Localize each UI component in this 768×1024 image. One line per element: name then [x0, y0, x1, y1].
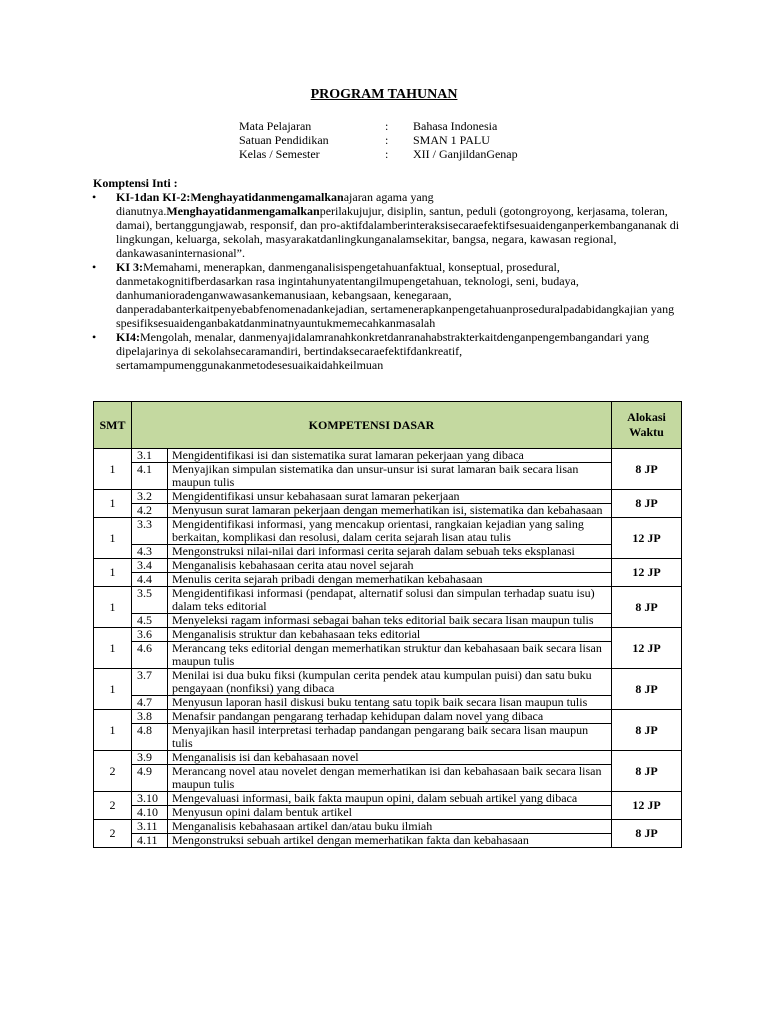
- ki-heading: Komptensi Inti :: [93, 176, 178, 190]
- table-row: [94, 792, 682, 806]
- table-row: [94, 820, 682, 834]
- kd-description: Menyeleksi ragam informasi sebagai bahan teks editorial baik secara lisan maupun tulis: [168, 614, 612, 628]
- info-value: Bahasa Indonesia: [413, 119, 498, 133]
- kd-number: 4.11: [132, 834, 168, 848]
- table-body: [94, 449, 682, 848]
- kd-description: Mengevaluasi informasi, baik fakta maupun opini, dalam sebuah artikel yang dibaca: [168, 792, 612, 806]
- table-row: [94, 573, 682, 587]
- table-header-row: [94, 402, 682, 449]
- table-row: [94, 449, 682, 463]
- kd-number: 4.4: [132, 573, 168, 587]
- semester-cell: 2: [94, 792, 132, 820]
- time-allocation-cell: 12 JP: [612, 792, 682, 820]
- info-colon: :: [385, 119, 389, 133]
- kd-description: Mengonstruksi nilai-nilai dari informasi cerita sejarah dalam sebuah teks eksplanasi: [168, 545, 612, 559]
- table-row: [94, 614, 682, 628]
- identity-block: [239, 119, 518, 161]
- info-row-school: [239, 133, 518, 147]
- kd-description: Merancang teks editorial dengan memerhatikan struktur dan kebahasaan baik secara lisan maupun tulis: [168, 642, 612, 669]
- kd-number: 4.10: [132, 806, 168, 820]
- ki-item-4: [93, 330, 683, 372]
- semester-cell: 1: [94, 628, 132, 669]
- time-allocation-cell: 8 JP: [612, 587, 682, 628]
- semester-cell: 1: [94, 710, 132, 751]
- kd-description: Merancang novel atau novelet dengan memerhatikan isi dan kebahasaan baik secara lisan maupun tulis: [168, 765, 612, 792]
- document-title: PROGRAM TAHUNAN: [310, 87, 458, 102]
- table-row: [94, 765, 682, 792]
- kd-description: Mengidentifikasi informasi (pendapat, alternatif solusi dan simpulan terhadap suatu isu) dalam teks editorial: [168, 587, 612, 614]
- table-row: [94, 559, 682, 573]
- kd-number: 4.7: [132, 696, 168, 710]
- ki-text: Mengolah, menalar, danmenyajidalamranahkonkretdanranahabstrakterkaitdenganpengembangandari yang dipelajarinya di sekolahsecaramandiri, bertindaksecaraefektifdankreatif, sertamampumenggunakanmetodesesuaikaidahkeilmuan: [116, 330, 649, 372]
- semester-cell: 1: [94, 490, 132, 518]
- bullet-icon: •: [92, 260, 97, 274]
- kd-number: 3.7: [132, 669, 168, 696]
- time-allocation-cell: 8 JP: [612, 669, 682, 710]
- kd-number: 4.3: [132, 545, 168, 559]
- kd-number: 3.3: [132, 518, 168, 545]
- kd-number: 4.9: [132, 765, 168, 792]
- ki-item-1-2: [93, 190, 683, 260]
- semester-cell: 1: [94, 559, 132, 587]
- time-allocation-cell: 8 JP: [612, 751, 682, 792]
- table-row: [94, 518, 682, 545]
- kd-number: 3.11: [132, 820, 168, 834]
- kd-description: Menganalisis isi dan kebahasaan novel: [168, 751, 612, 765]
- info-colon: :: [385, 133, 389, 147]
- table-row: [94, 751, 682, 765]
- semester-cell: 2: [94, 751, 132, 792]
- table-row: [94, 710, 682, 724]
- kd-number: 3.4: [132, 559, 168, 573]
- kd-number: 3.1: [132, 449, 168, 463]
- ki-text-continued: perilakujujur, disiplin, santun, peduli (gotongroyong, kerjasama, toleran, damai), bertanggungjawab, responsif, dan pro-aktifdalamberinteraksisecaraefektifsesuaidenganperkembangananak di lingkungan, keluarga, sekolah, masyarakatdanlingkunganalamsekitar, bangsa, negara, kawasan regional, dankawasaninternasional”.: [116, 204, 680, 260]
- table-row: [94, 628, 682, 642]
- kd-description: Mengidentifikasi unsur kebahasaan surat lamaran pekerjaan: [168, 490, 612, 504]
- table-row: [94, 587, 682, 614]
- kd-description: Menyusun laporan hasil diskusi buku tentang satu topik baik secara lisan maupun tulis: [168, 696, 612, 710]
- kd-number: 3.10: [132, 792, 168, 806]
- ki-text: ajaran agama yang dianutnya.: [116, 190, 434, 218]
- table-row: [94, 724, 682, 751]
- kd-description: Menyusun surat lamaran pekerjaan dengan memerhatikan isi, sistematika dan kebahasaan: [168, 504, 612, 518]
- info-label: Mata Pelajaran: [239, 119, 312, 133]
- info-label: Kelas / Semester: [239, 147, 320, 161]
- kd-number: 4.1: [132, 463, 168, 490]
- info-value: XII / GanjildanGenap: [413, 147, 518, 161]
- semester-cell: 1: [94, 518, 132, 559]
- semester-cell: 1: [94, 587, 132, 628]
- header-smt: SMT: [94, 402, 132, 449]
- kd-description: Mengonstruksi sebuah artikel dengan memerhatikan fakta dan kebahasaan: [168, 834, 612, 848]
- kd-description: Menilai isi dua buku fiksi (kumpulan cerita pendek atau kumpulan puisi) dan satu buku pengayaan (nonfiksi) yang dibaca: [168, 669, 612, 696]
- time-allocation-cell: 12 JP: [612, 628, 682, 669]
- ki-label: KI 3:: [116, 260, 143, 274]
- kd-number: 4.8: [132, 724, 168, 751]
- kd-number: 3.6: [132, 628, 168, 642]
- kd-number: 4.2: [132, 504, 168, 518]
- table-row: [94, 696, 682, 710]
- header-alokasi-waktu: Alokasi Waktu: [612, 402, 682, 449]
- time-allocation-cell: 8 JP: [612, 820, 682, 848]
- time-allocation-cell: 8 JP: [612, 449, 682, 490]
- semester-cell: 2: [94, 820, 132, 848]
- table-row: [94, 806, 682, 820]
- table-row: [94, 545, 682, 559]
- table-row: [94, 504, 682, 518]
- info-row-class: [239, 147, 518, 161]
- info-colon: :: [385, 147, 389, 161]
- kd-description: Menulis cerita sejarah pribadi dengan memerhatikan kebahasaan: [168, 573, 612, 587]
- ki-bold-text: Menghayatidanmengamalkan: [166, 204, 320, 218]
- table-row: [94, 834, 682, 848]
- kd-number: 3.9: [132, 751, 168, 765]
- info-label: Satuan Pendidikan: [239, 133, 329, 147]
- ki-text: Memahami, menerapkan, danmenganalisispengetahuanfaktual, konseptual, prosedural, danmetakognitifberdasarkan rasa ingintahunyatentangilmupengetahuan, teknologi, seni, budaya, danhumanioradenganwawasankemanusiaan, kebangsaan, kenegaraan, danperadabanterkaitpenyebabfenomenadankejadian, sertamenerapkanpengetahuanproseduralpadabidangkajian yang spesifiksesuaidenganbakatdanminatnyauntukmemecahkanmasalah: [116, 260, 675, 330]
- competency-table: [93, 401, 682, 848]
- kd-number: 4.6: [132, 642, 168, 669]
- ki-label: KI-1dan KI-2:Menghayatidanmengamalkan: [116, 190, 344, 204]
- info-row-subject: [239, 119, 518, 133]
- kd-number: 3.2: [132, 490, 168, 504]
- kd-description: Menganalisis struktur dan kebahasaan teks editorial: [168, 628, 612, 642]
- time-allocation-cell: 8 JP: [612, 710, 682, 751]
- kd-number: 3.8: [132, 710, 168, 724]
- time-allocation-cell: 12 JP: [612, 559, 682, 587]
- time-allocation-cell: 8 JP: [612, 490, 682, 518]
- kd-description: Menganalisis kebahasaan artikel dan/atau buku ilmiah: [168, 820, 612, 834]
- ki-item-3: [93, 260, 683, 330]
- table-row: [94, 463, 682, 490]
- ki-label: KI4:: [116, 330, 140, 344]
- kd-description: Mengidentifikasi informasi, yang mencakup orientasi, rangkaian kejadian yang saling berkaitan, komplikasi dan resolusi, dalam cerita sejarah lisan atau tulis: [168, 518, 612, 545]
- info-value: SMAN 1 PALU: [413, 133, 490, 147]
- table-row: [94, 490, 682, 504]
- kd-number: 3.5: [132, 587, 168, 614]
- kd-description: Menganalisis kebahasaan cerita atau novel sejarah: [168, 559, 612, 573]
- kd-description: Mengidentifikasi isi dan sistematika surat lamaran pekerjaan yang dibaca: [168, 449, 612, 463]
- header-kompetensi-dasar: KOMPETENSI DASAR: [132, 402, 612, 449]
- bullet-icon: •: [92, 190, 97, 204]
- semester-cell: 1: [94, 449, 132, 490]
- kd-description: Menyajikan hasil interpretasi terhadap pandangan pengarang baik secara lisan maupun tulis: [168, 724, 612, 751]
- semester-cell: 1: [94, 669, 132, 710]
- kd-description: Menyajikan simpulan sistematika dan unsur-unsur isi surat lamaran baik secara lisan maupun tulis: [168, 463, 612, 490]
- table-row: [94, 642, 682, 669]
- time-allocation-cell: 12 JP: [612, 518, 682, 559]
- kd-number: 4.5: [132, 614, 168, 628]
- table-row: [94, 669, 682, 696]
- kd-description: Menyusun opini dalam bentuk artikel: [168, 806, 612, 820]
- bullet-icon: •: [92, 330, 97, 344]
- kd-description: Menafsir pandangan pengarang terhadap kehidupan dalam novel yang dibaca: [168, 710, 612, 724]
- core-competencies: [93, 176, 683, 372]
